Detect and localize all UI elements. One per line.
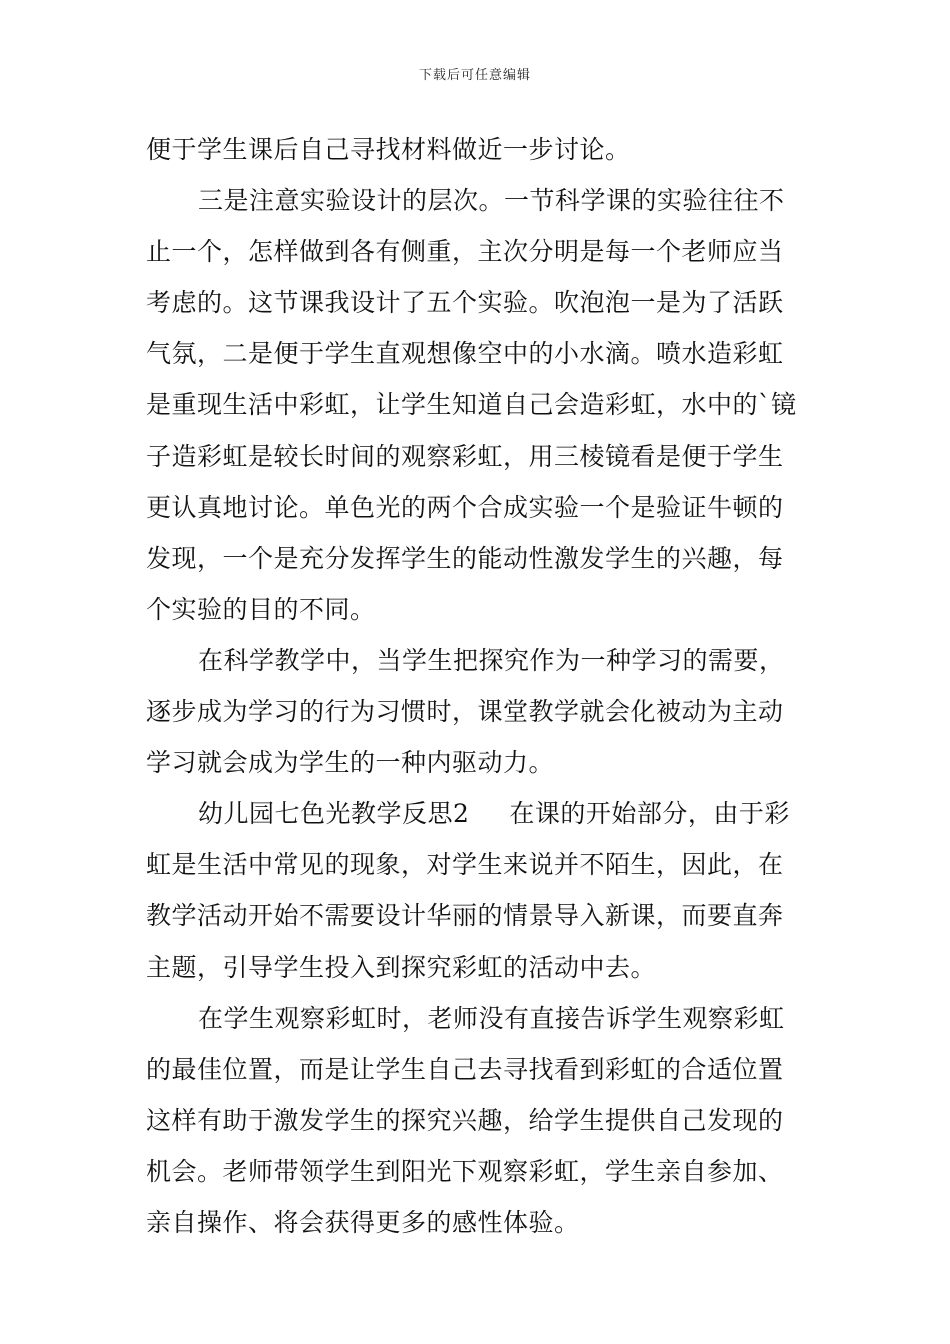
paragraph-observing-rainbow: 在学生观察彩虹时，老师没有直接告诉学生观察彩虹的最佳位置，而是让学生自己去寻找看到彩虹的合适位置这样有助于激发学生的探究兴趣，给学生提供自己发现的机会。老师带领学生到阳光下观察彩虹，学生亲自参加、亲自操作、将会获得更多的感性体验。 <box>146 1003 785 1237</box>
paragraph-experiment-design: 三是注意实验设计的层次。一节科学课的实验往往不止一个，怎样做到各有侧重，主次分明是每一个老师应当考虑的。这节课我设计了五个实验。吹泡泡一是为了活跃气氛，二是便于学生直观想像空中的小水滴。喷水造彩虹是重现生活中彩虹，让学生知道自己会造彩虹，水中的`镜子造彩虹是较长时间的观察彩虹，用三棱镜看是便于学生更认真地讨论。单色光的两个合成实验一个是验证牛顿的发现，一个是充分发挥学生的能动性激发学生的兴趣，每个实验的目的不同。 <box>146 186 797 624</box>
paragraph-section-2 <box>146 788 806 992</box>
section-title: 幼儿园七色光教学反思2 <box>198 799 470 829</box>
paragraph-continuation: 便于学生课后自己寻找材料做近一步讨论。 <box>146 135 631 164</box>
document-body <box>146 124 806 1248</box>
paragraph-inquiry-learning: 在科学教学中，当学生把探究作为一种学习的需要，逐步成为学习的行为习惯时，课堂教学就会化被动为主动学习就会成为学生的一种内驱动力。 <box>146 645 785 778</box>
section-intro-text: 在课的开始部分，由于彩虹是生活中常见的现象，对学生来说并不陌生，因此，在教学活动开始不需要设计华丽的情景导入新课，而要直奔主题，引导学生投入到探究彩虹的活动中去。 <box>146 799 790 982</box>
page-header-note: 下载后可任意编辑 <box>418 68 531 83</box>
